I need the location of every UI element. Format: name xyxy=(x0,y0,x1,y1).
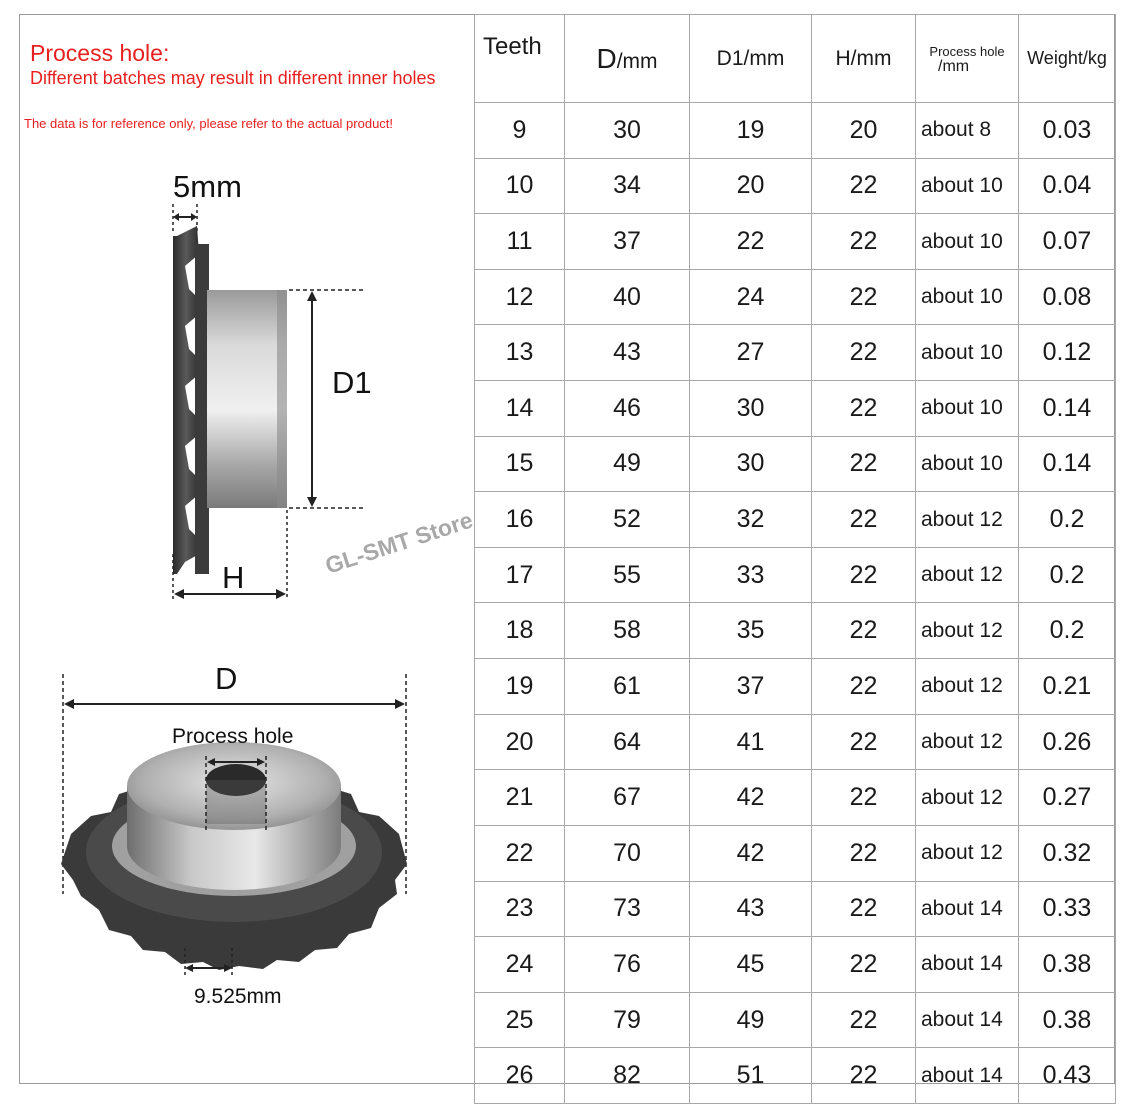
table-row xyxy=(475,825,1116,881)
cell-weight: 0.26 xyxy=(1019,714,1116,770)
cell-d: 79 xyxy=(565,992,690,1048)
cell-d: 40 xyxy=(565,269,690,325)
tooth-width-label: 5mm xyxy=(173,169,242,204)
cell-process-hole: about 12 xyxy=(916,492,1019,548)
cell-d: 73 xyxy=(565,881,690,937)
cell-weight: 0.32 xyxy=(1019,825,1116,881)
cell-h: 20 xyxy=(812,103,916,159)
cell-d: 43 xyxy=(565,325,690,381)
cell-teeth: 17 xyxy=(475,547,565,603)
cell-d: 46 xyxy=(565,381,690,437)
cell-h: 22 xyxy=(812,381,916,437)
cell-teeth: 20 xyxy=(475,714,565,770)
cell-process-hole: about 10 xyxy=(916,269,1019,325)
cell-weight: 0.04 xyxy=(1019,158,1116,214)
cell-weight: 0.38 xyxy=(1019,992,1116,1048)
cell-h: 22 xyxy=(812,770,916,826)
cell-teeth: 25 xyxy=(475,992,565,1048)
cell-d: 55 xyxy=(565,547,690,603)
d-label: D xyxy=(215,661,238,696)
header-process-hole-line2: /mm xyxy=(938,57,970,75)
pitch-arrowhead-l xyxy=(185,964,193,972)
cell-teeth: 26 xyxy=(475,1048,565,1104)
cell-process-hole: about 10 xyxy=(916,436,1019,492)
cell-weight: 0.12 xyxy=(1019,325,1116,381)
table-header-row xyxy=(475,15,1116,103)
header-h: H/mm xyxy=(812,15,916,103)
cell-d: 67 xyxy=(565,770,690,826)
notes-subtitle: Different batches may result in different inner holes xyxy=(30,68,436,88)
h-label: H xyxy=(222,560,245,595)
pitch-label: 9.525mm xyxy=(194,985,282,1008)
sprocket-perspective-view xyxy=(61,742,407,970)
cell-h: 22 xyxy=(812,547,916,603)
cell-teeth: 23 xyxy=(475,881,565,937)
cell-weight: 0.03 xyxy=(1019,103,1116,159)
cell-process-hole: about 12 xyxy=(916,770,1019,826)
header-process-hole xyxy=(916,15,1019,103)
cell-teeth: 15 xyxy=(475,436,565,492)
d1-label: D1 xyxy=(332,365,372,400)
cell-teeth: 21 xyxy=(475,770,565,826)
cell-weight: 0.21 xyxy=(1019,659,1116,715)
cell-weight: 0.14 xyxy=(1019,381,1116,437)
cell-teeth: 14 xyxy=(475,381,565,437)
cell-d1: 22 xyxy=(690,214,812,270)
cell-weight: 0.27 xyxy=(1019,770,1116,826)
cell-d1: 30 xyxy=(690,381,812,437)
cell-d: 37 xyxy=(565,214,690,270)
cell-process-hole: about 14 xyxy=(916,992,1019,1048)
cell-d1: 42 xyxy=(690,770,812,826)
h-arrowhead-r xyxy=(276,589,286,599)
cell-d1: 33 xyxy=(690,547,812,603)
cell-weight: 0.08 xyxy=(1019,269,1116,325)
cell-d: 52 xyxy=(565,492,690,548)
h-arrowhead-l xyxy=(174,589,184,599)
cell-d1: 35 xyxy=(690,603,812,659)
cell-weight: 0.33 xyxy=(1019,881,1116,937)
cell-process-hole: about 10 xyxy=(916,158,1019,214)
cell-d: 64 xyxy=(565,714,690,770)
cell-d: 49 xyxy=(565,436,690,492)
cell-d1: 20 xyxy=(690,158,812,214)
table-row xyxy=(475,1048,1116,1104)
table-row xyxy=(475,937,1116,993)
cell-d: 30 xyxy=(565,103,690,159)
cell-d1: 30 xyxy=(690,436,812,492)
cell-d1: 32 xyxy=(690,492,812,548)
cell-d1: 45 xyxy=(690,937,812,993)
cell-process-hole: about 10 xyxy=(916,325,1019,381)
d-arrowhead-r xyxy=(395,699,405,709)
cell-process-hole: about 14 xyxy=(916,937,1019,993)
cell-h: 22 xyxy=(812,659,916,715)
header-teeth: Teeth xyxy=(475,15,565,103)
cell-process-hole: about 12 xyxy=(916,714,1019,770)
process-hole-inner xyxy=(206,780,266,824)
cell-d: 58 xyxy=(565,603,690,659)
cell-process-hole: about 14 xyxy=(916,881,1019,937)
table-row xyxy=(475,436,1116,492)
table-row xyxy=(475,714,1116,770)
table-row xyxy=(475,881,1116,937)
cell-d: 82 xyxy=(565,1048,690,1104)
table-row xyxy=(475,770,1116,826)
table-row xyxy=(475,158,1116,214)
cell-weight: 0.2 xyxy=(1019,603,1116,659)
table-row xyxy=(475,547,1116,603)
header-d-unit: /mm xyxy=(616,49,658,73)
header-d1: D1/mm xyxy=(690,15,812,103)
header-weight: Weight/kg xyxy=(1019,15,1116,103)
header-d-main: D xyxy=(596,42,617,74)
cell-d1: 42 xyxy=(690,825,812,881)
cell-process-hole: about 10 xyxy=(916,214,1019,270)
cell-d1: 27 xyxy=(690,325,812,381)
table-body xyxy=(475,103,1116,1104)
cell-teeth: 22 xyxy=(475,825,565,881)
table-row xyxy=(475,381,1116,437)
sprocket-hub-edge xyxy=(277,290,287,508)
notes-title: Process hole: xyxy=(30,40,170,66)
table-row xyxy=(475,603,1116,659)
process-hole-label: Process hole xyxy=(172,725,294,748)
cell-h: 22 xyxy=(812,937,916,993)
table-row xyxy=(475,325,1116,381)
cell-d: 76 xyxy=(565,937,690,993)
tooth-width-arrowhead-l xyxy=(173,213,179,221)
sprocket-hub xyxy=(207,290,287,508)
cell-h: 22 xyxy=(812,714,916,770)
cell-teeth: 16 xyxy=(475,492,565,548)
cell-teeth: 18 xyxy=(475,603,565,659)
cell-weight: 0.14 xyxy=(1019,436,1116,492)
cell-d1: 24 xyxy=(690,269,812,325)
d1-arrowhead-top xyxy=(307,291,317,301)
table-row xyxy=(475,269,1116,325)
cell-d1: 51 xyxy=(690,1048,812,1104)
d1-arrowhead-bottom xyxy=(307,497,317,507)
cell-h: 22 xyxy=(812,325,916,381)
cell-h: 22 xyxy=(812,269,916,325)
cell-h: 22 xyxy=(812,158,916,214)
cell-d1: 49 xyxy=(690,992,812,1048)
cell-teeth: 11 xyxy=(475,214,565,270)
cell-process-hole: about 10 xyxy=(916,381,1019,437)
cell-process-hole: about 8 xyxy=(916,103,1019,159)
cell-d1: 19 xyxy=(690,103,812,159)
cell-weight: 0.2 xyxy=(1019,547,1116,603)
cell-d: 61 xyxy=(565,659,690,715)
table-row xyxy=(475,659,1116,715)
cell-process-hole: about 12 xyxy=(916,825,1019,881)
cell-process-hole: about 14 xyxy=(916,1048,1019,1104)
cell-process-hole: about 12 xyxy=(916,659,1019,715)
cell-h: 22 xyxy=(812,825,916,881)
sprocket-plate-body xyxy=(195,244,209,574)
cell-d1: 37 xyxy=(690,659,812,715)
cell-teeth: 13 xyxy=(475,325,565,381)
header-d xyxy=(565,15,690,103)
cell-d: 70 xyxy=(565,825,690,881)
specs-table xyxy=(474,14,1116,1104)
cell-teeth: 9 xyxy=(475,103,565,159)
cell-h: 22 xyxy=(812,881,916,937)
cell-teeth: 19 xyxy=(475,659,565,715)
store-watermark: GL-SMT Store xyxy=(322,506,476,579)
cell-weight: 0.2 xyxy=(1019,492,1116,548)
cell-teeth: 10 xyxy=(475,158,565,214)
cell-h: 22 xyxy=(812,492,916,548)
table-row xyxy=(475,103,1116,159)
d-arrowhead-l xyxy=(64,699,74,709)
cell-d: 34 xyxy=(565,158,690,214)
table-row xyxy=(475,992,1116,1048)
header-process-hole-line1: Process hole xyxy=(929,43,1005,59)
cell-teeth: 12 xyxy=(475,269,565,325)
cell-process-hole: about 12 xyxy=(916,603,1019,659)
tooth-width-arrowhead-r xyxy=(191,213,197,221)
table-row xyxy=(475,492,1116,548)
table-row xyxy=(475,214,1116,270)
cell-weight: 0.38 xyxy=(1019,937,1116,993)
cell-h: 22 xyxy=(812,992,916,1048)
cell-h: 22 xyxy=(812,436,916,492)
notes-disclaimer: The data is for reference only, please refer to the actual product! xyxy=(24,116,394,131)
cell-weight: 0.07 xyxy=(1019,214,1116,270)
cell-teeth: 24 xyxy=(475,937,565,993)
cell-d1: 43 xyxy=(690,881,812,937)
cell-weight: 0.43 xyxy=(1019,1048,1116,1104)
cell-h: 22 xyxy=(812,1048,916,1104)
cell-d1: 41 xyxy=(690,714,812,770)
cell-h: 22 xyxy=(812,603,916,659)
cell-h: 22 xyxy=(812,214,916,270)
cell-process-hole: about 12 xyxy=(916,547,1019,603)
